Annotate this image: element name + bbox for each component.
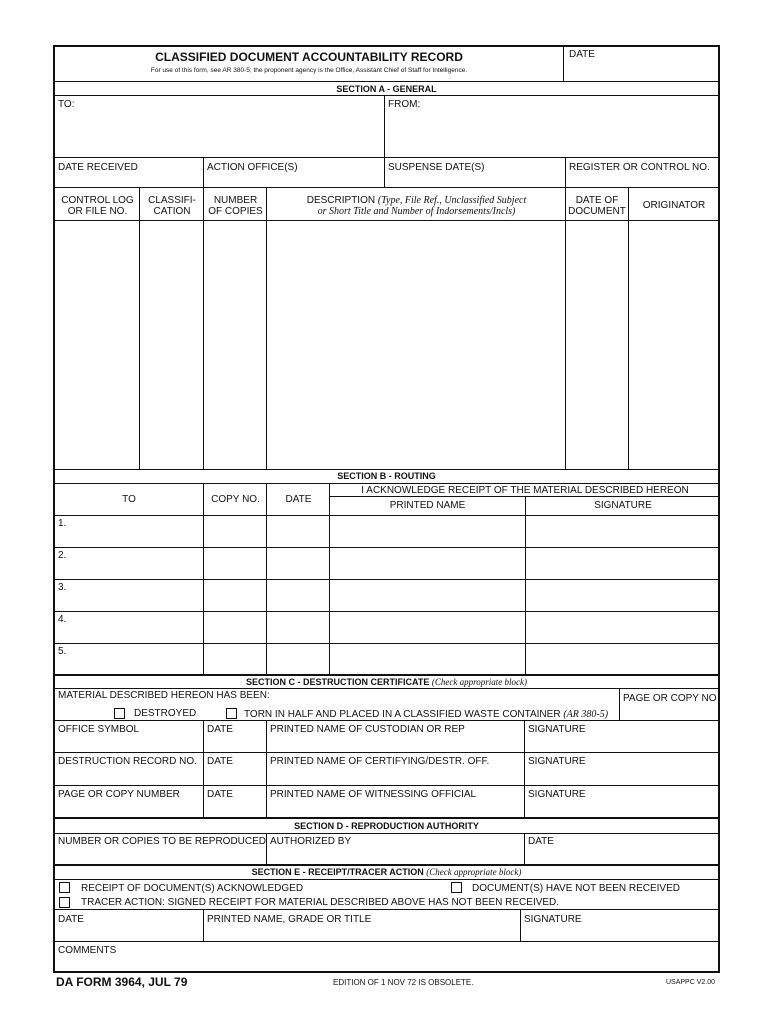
col-to: TO bbox=[122, 494, 136, 505]
header-divider bbox=[563, 45, 564, 82]
form-id: DA FORM 3964, JUL 79 bbox=[56, 975, 188, 989]
c-date-label-3: DATE bbox=[207, 789, 233, 800]
rule bbox=[384, 95, 385, 157]
col-date-of-document-2: DOCUMENT bbox=[568, 206, 626, 217]
section-d-heading: SECTION D - REPRODUCTION AUTHORITY bbox=[294, 821, 479, 831]
section-a-heading: SECTION A - GENERAL bbox=[336, 84, 437, 94]
rule bbox=[53, 752, 720, 753]
section-c-heading: SECTION C - DESTRUCTION CERTIFICATE bbox=[246, 677, 430, 687]
rule bbox=[53, 187, 720, 188]
rule bbox=[266, 833, 267, 864]
rule bbox=[203, 157, 204, 187]
d-date-label: DATE bbox=[528, 836, 554, 847]
rule bbox=[525, 496, 526, 674]
col-number-copies-2: OF COPIES bbox=[208, 206, 263, 217]
destruction-record-label: DESTRUCTION RECORD NO. bbox=[58, 756, 197, 767]
routing-row-5: 5. bbox=[58, 646, 67, 657]
tracer-checkbox[interactable] bbox=[59, 897, 70, 908]
date-received-label: DATE RECEIVED bbox=[58, 162, 138, 173]
receipt-ack-checkbox[interactable] bbox=[59, 882, 70, 893]
office-symbol-label: OFFICE SYMBOL bbox=[58, 724, 140, 735]
not-received-checkbox[interactable] bbox=[451, 882, 462, 893]
number-copies-label: NUMBER OR COPIES TO BE REPRODUCED bbox=[58, 836, 266, 847]
suspense-date-label: SUSPENSE DATE(S) bbox=[388, 162, 485, 173]
page-copy-number-label: PAGE OR COPY NUMBER bbox=[58, 789, 180, 800]
col-description: DESCRIPTION bbox=[306, 195, 376, 206]
comments-label: COMMENTS bbox=[58, 945, 117, 956]
section-c-note: (Check appropriate block) bbox=[431, 677, 527, 687]
rule bbox=[53, 817, 720, 819]
authorized-by-label: AUTHORIZED BY bbox=[270, 836, 352, 847]
c-date-label-2: DATE bbox=[207, 756, 233, 767]
rule bbox=[520, 909, 521, 941]
col-date: DATE bbox=[285, 494, 312, 505]
rule bbox=[53, 833, 720, 834]
rule bbox=[53, 579, 720, 580]
from-label: FROM: bbox=[388, 99, 421, 110]
col-copy-no: COPY NO. bbox=[211, 494, 260, 505]
torn-checkbox[interactable] bbox=[226, 708, 237, 719]
col-control-log: CONTROL LOG bbox=[61, 195, 134, 206]
c-date-label-1: DATE bbox=[207, 724, 233, 735]
c-signature-label-3: SIGNATURE bbox=[528, 789, 586, 800]
rule bbox=[53, 81, 720, 82]
witnessing-label: PRINTED NAME OF WITNESSING OFFICIAL bbox=[270, 789, 477, 800]
e-date-label: DATE bbox=[58, 914, 84, 925]
form-title: CLASSIFIED DOCUMENT ACCOUNTABILITY RECORD bbox=[155, 50, 463, 64]
usappc-version: USAPPC V2.00 bbox=[666, 979, 716, 986]
to-label: TO: bbox=[58, 99, 75, 110]
col-classification: CLASSIFI- bbox=[148, 195, 196, 206]
rule bbox=[53, 909, 720, 910]
torn-ref: (AR 380-5) bbox=[563, 709, 609, 720]
c-signature-label-1: SIGNATURE bbox=[528, 724, 586, 735]
c-signature-label-2: SIGNATURE bbox=[528, 756, 586, 767]
action-office-label: ACTION OFFICE(S) bbox=[207, 162, 298, 173]
rule bbox=[266, 720, 267, 817]
rule bbox=[628, 187, 629, 469]
ack-receipt-text: I ACKNOWLEDGE RECEIPT OF THE MATERIAL DESCRIBED HEREON bbox=[361, 485, 689, 496]
tracer-label: TRACER ACTION: SIGNED RECEIPT FOR MATERIAL DESCRIBED ABOVE HAS NOT BEEN RECEIVED. bbox=[81, 897, 560, 908]
rule bbox=[139, 187, 140, 469]
rule bbox=[53, 785, 720, 786]
routing-row-4: 4. bbox=[58, 614, 67, 625]
col-signature: SIGNATURE bbox=[594, 500, 652, 511]
section-b-heading: SECTION B - ROUTING bbox=[337, 471, 436, 481]
rule bbox=[384, 157, 385, 187]
col-originator: ORIGINATOR bbox=[642, 200, 706, 211]
rule bbox=[53, 941, 720, 942]
register-no-label: REGISTER OR CONTROL NO. bbox=[569, 162, 710, 173]
routing-row-1: 1. bbox=[58, 518, 67, 529]
page-or-copy-label: PAGE OR COPY NO bbox=[623, 693, 717, 704]
rule bbox=[53, 469, 720, 470]
col-control-log-2: OR FILE NO. bbox=[67, 206, 128, 217]
form-subtitle: For use of this form, see AR 380-5; the proponent agency is the Office, Assistant Chief of Staff for Intelligence. bbox=[150, 67, 468, 74]
e-printed-name-label: PRINTED NAME, GRADE OR TITLE bbox=[207, 914, 372, 925]
torn-label: TORN IN HALF AND PLACED IN A CLASSIFIED WASTE CONTAINER bbox=[244, 709, 561, 720]
material-label: MATERIAL DESCRIBED HEREON HAS BEEN: bbox=[58, 690, 270, 701]
rule bbox=[565, 157, 566, 187]
rule bbox=[53, 157, 720, 158]
rule bbox=[565, 187, 566, 469]
custodian-label: PRINTED NAME OF CUSTODIAN OR REP bbox=[270, 724, 465, 735]
rule bbox=[53, 547, 720, 548]
certifying-label: PRINTED NAME OF CERTIFYING/DESTR. OFF. bbox=[270, 756, 490, 767]
section-e-note: (Check appropriate block) bbox=[426, 867, 522, 877]
edition-note: EDITION OF 1 NOV 72 IS OBSOLETE. bbox=[333, 978, 474, 987]
col-printed-name: PRINTED NAME bbox=[389, 500, 466, 511]
rule bbox=[524, 833, 525, 864]
rule bbox=[53, 864, 720, 866]
destroyed-label: DESTROYED bbox=[134, 708, 197, 719]
destroyed-checkbox[interactable] bbox=[114, 708, 125, 719]
col-number-copies: NUMBER bbox=[213, 195, 258, 206]
rule bbox=[53, 220, 720, 221]
e-signature-label: SIGNATURE bbox=[524, 914, 582, 925]
rule bbox=[53, 720, 720, 721]
rule bbox=[53, 611, 720, 612]
routing-row-3: 3. bbox=[58, 582, 67, 593]
rule bbox=[53, 879, 720, 880]
col-date-of-document: DATE OF bbox=[575, 195, 619, 206]
receipt-ack-label: RECEIPT OF DOCUMENT(S) ACKNOWLEDGED bbox=[81, 883, 304, 894]
rule bbox=[266, 187, 267, 469]
header-date-label: DATE bbox=[569, 49, 595, 60]
rule bbox=[53, 674, 720, 676]
col-description-note-2: or Short Title and Number of Indorsements/Incls) bbox=[317, 206, 516, 217]
rule bbox=[53, 515, 720, 516]
rule bbox=[53, 95, 720, 96]
section-e-heading: SECTION E - RECEIPT/TRACER ACTION bbox=[251, 867, 424, 877]
not-received-label: DOCUMENT(S) HAVE NOT BEEN RECEIVED bbox=[472, 883, 680, 894]
rule bbox=[53, 643, 720, 644]
rule bbox=[203, 187, 204, 469]
rule bbox=[203, 720, 204, 817]
col-classification-2: CATION bbox=[153, 206, 191, 217]
col-description-note: (Type, File Ref., Unclassified Subject bbox=[377, 195, 527, 206]
rule bbox=[53, 483, 720, 484]
rule bbox=[524, 720, 525, 817]
rule bbox=[203, 909, 204, 941]
rule bbox=[619, 688, 620, 720]
routing-row-2: 2. bbox=[58, 550, 67, 561]
